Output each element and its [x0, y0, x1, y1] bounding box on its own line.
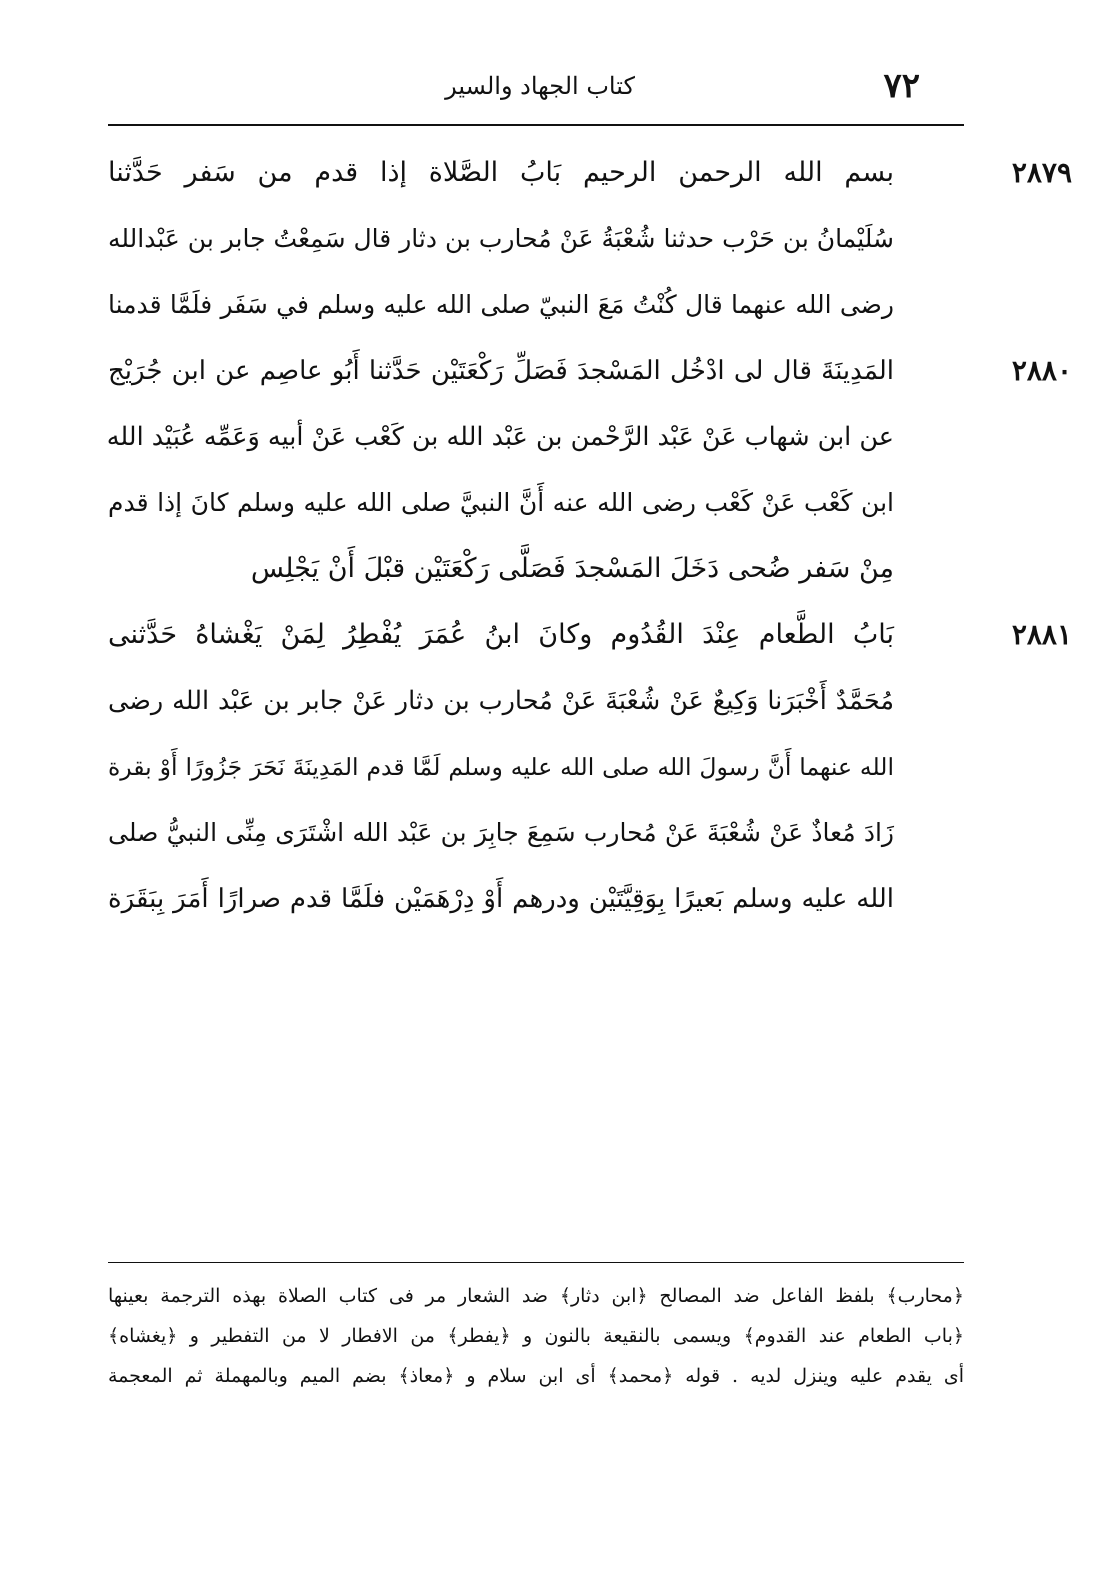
- text-line: [108, 734, 964, 800]
- text-line: [108, 800, 964, 866]
- text-line: [108, 338, 1072, 404]
- line-text: الله عليه وسلم بَعيرًا بِوَقِيَّتَيْن ودرهم أَوْ دِرْهَمَيْن فلَمَّا قدم صرارًا أَمَرَ بِبَقَرَة: [108, 884, 894, 914]
- footnote-line: ﴿باب الطعام عند القدوم﴾ ويسمى بالنقيعة بالنون و ﴿يفطر﴾ من الافطار لا من التفطير و ﴿يغشاه﴾: [108, 1325, 964, 1347]
- line-text: مِنْ سَفر ضُحى دَخَلَ المَسْجدَ فَصَلَّى رَكْعَتَيْن قبْلَ أَنْ يَجْلِس: [250, 553, 894, 584]
- hadith-number: ٢٨٨٠: [1011, 354, 1072, 387]
- book-title: كتاب الجهاد والسير: [445, 72, 635, 100]
- line-text: زَادَ مُعاذٌ عَنْ شُعْبَةَ عَنْ مُحارب سَمِعَ جابِرَ بن عَبْد الله اشْتَرَى مِنِّى النبيُّ صلى: [108, 818, 894, 847]
- page-header: [120, 62, 960, 112]
- line-text: مُحَمَّدٌ أَخْبَرَنا وَكِيعٌ عَنْ شُعْبَةَ عَنْ مُحارب بن دثار عَنْ جابر بن عَبْد الله رضى: [108, 686, 894, 716]
- text-line: [108, 602, 1072, 668]
- line-text: بسم الله الرحمن الرحيم بَابُ الصَّلاة إذا قدم من سَفر حَدَّثنا: [108, 157, 894, 188]
- footnotes: [108, 1276, 964, 1396]
- text-line: [108, 140, 1072, 206]
- footnote-line: أى يقدم عليه وينزل لديه . قوله ﴿محمد﴾ أى ابن سلام و ﴿معاذ﴾ بضم الميم وبالمهملة ثم المعجمة: [108, 1365, 964, 1387]
- text-line: [108, 668, 964, 734]
- footnote-divider: [108, 1262, 964, 1263]
- line-text: ابن كَعْب عَنْ كَعْب رضى الله عنه أَنَّ النبيَّ صلى الله عليه وسلم كانَ إذا قدم: [108, 488, 894, 517]
- line-text: الله عنهما أَنَّ رسولَ الله صلى الله عليه وسلم لَمَّا قدم المَدِينَةَ نَحَرَ جَزُورًا أَوْ بقرة: [108, 753, 894, 781]
- text-line: [108, 536, 964, 602]
- footnote-line: ﴿محارب﴾ بلفظ الفاعل ضد المصالح ﴿ابن دثار﴾ ضد الشعار مر فى كتاب الصلاة بهذه الترجمة بعينها: [108, 1285, 964, 1307]
- page-number: ٧٢: [883, 66, 920, 106]
- text-line: [108, 470, 964, 536]
- line-text: بَابُ الطَّعام عِنْدَ القُدُوم وكانَ ابنُ عُمَرَ يُفْطِرُ لِمَنْ يَغْشاهُ حَدَّثنى: [108, 619, 894, 650]
- text-line: [108, 404, 964, 470]
- line-text: سُلَيْمانُ بن حَرْب حدثنا شُعْبَةُ عَنْ مُحارب بن دثار قال سَمِعْتُ جابر بن عَبْدالله: [108, 224, 894, 253]
- hadith-number: ٢٨٧٩: [1011, 156, 1072, 189]
- line-text: المَدِينَةَ قال لى ادْخُل المَسْجدَ فَصَلِّ رَكْعَتَيْن حَدَّثنا أَبُو عاصِم عن ابن جُرَيْج: [108, 356, 894, 386]
- line-text: عن ابن شهاب عَنْ عَبْد الرَّحْمن بن عَبْد الله بن كَعْب عَنْ أبيه وَعَمِّه عُبَيْد الله: [106, 422, 894, 452]
- text-line: [108, 272, 964, 338]
- header-divider: [108, 124, 964, 126]
- hadith-number: ٢٨٨١: [1011, 618, 1072, 651]
- text-line: [108, 866, 964, 932]
- hadith-text: [106, 140, 1072, 932]
- line-text: رضى الله عنهما قال كُنْتُ مَعَ النبيّ صلى الله عليه وسلم في سَفَر فلَمَّا قدمنا: [108, 290, 894, 319]
- text-line: [108, 206, 964, 272]
